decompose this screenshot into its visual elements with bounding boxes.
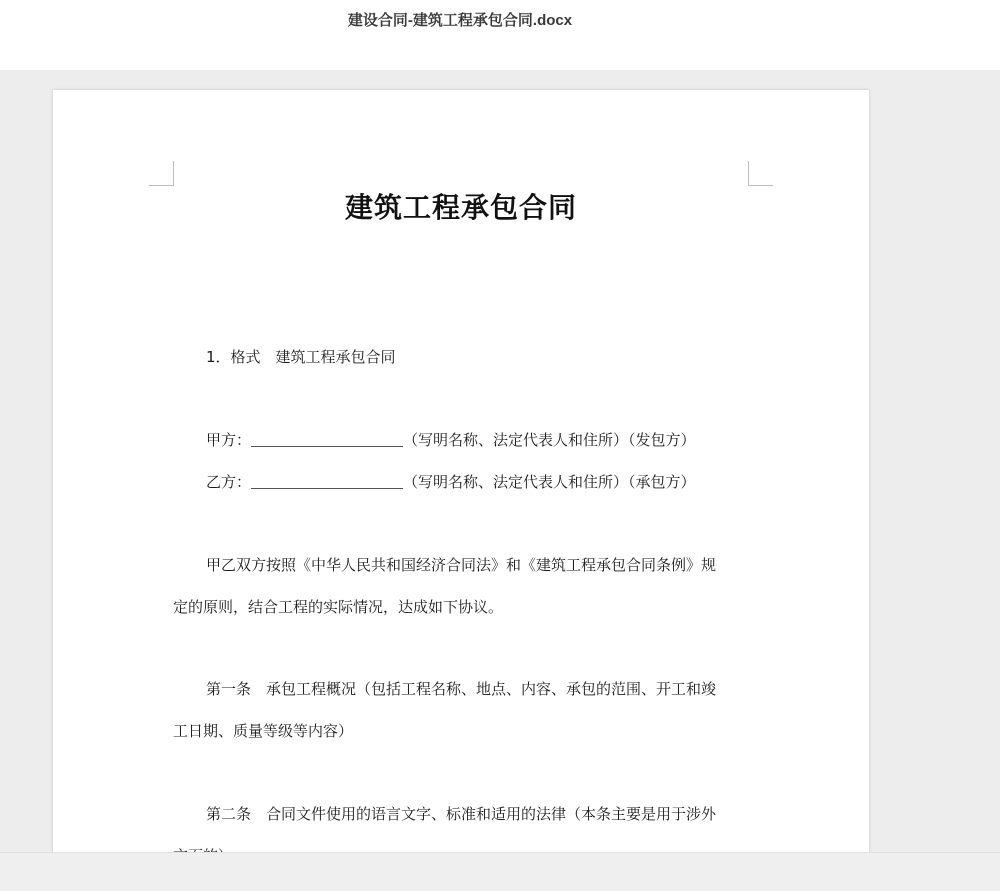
bottom-bar xyxy=(0,852,1000,891)
party-b-label: 乙方： xyxy=(206,473,252,491)
document-page[interactable] xyxy=(53,90,869,890)
format-line: 1．格式 建筑工程承包合同 xyxy=(206,348,396,366)
article-2-line-1: 第二条 合同文件使用的语言文字、标准和适用的法律（本条主要是用于涉外 xyxy=(206,805,717,823)
file-title: 建设合同-建筑工程承包合同.docx xyxy=(347,12,573,29)
party-a-note: （写明名称、法定代表人和住所）（发包方） xyxy=(403,431,696,449)
article-1-line-2: 工日期、质量等级等内容） xyxy=(173,722,354,740)
paragraph-1-line-2: 定的原则，结合工程的实际情况，达成如下协议。 xyxy=(173,598,504,616)
party-a-blank[interactable] xyxy=(251,432,403,447)
party-a-line xyxy=(206,429,696,450)
margin-corner-top-right xyxy=(748,161,773,186)
title-bar xyxy=(0,0,1000,70)
party-a-label: 甲方： xyxy=(206,431,252,449)
party-b-blank[interactable] xyxy=(251,474,403,489)
article-1-line-1: 第一条 承包工程概况（包括工程名称、地点、内容、承包的范围、开工和竣 xyxy=(206,680,717,698)
document-title: 建筑工程承包合同 xyxy=(344,191,577,224)
paragraph-1-line-1: 甲乙双方按照《中华人民共和国经济合同法》和《建筑工程承包合同条例》规 xyxy=(206,556,717,574)
party-b-note: （写明名称、法定代表人和住所）（承包方） xyxy=(403,473,696,491)
margin-corner-top-left xyxy=(149,161,174,186)
party-b-line xyxy=(206,471,696,492)
